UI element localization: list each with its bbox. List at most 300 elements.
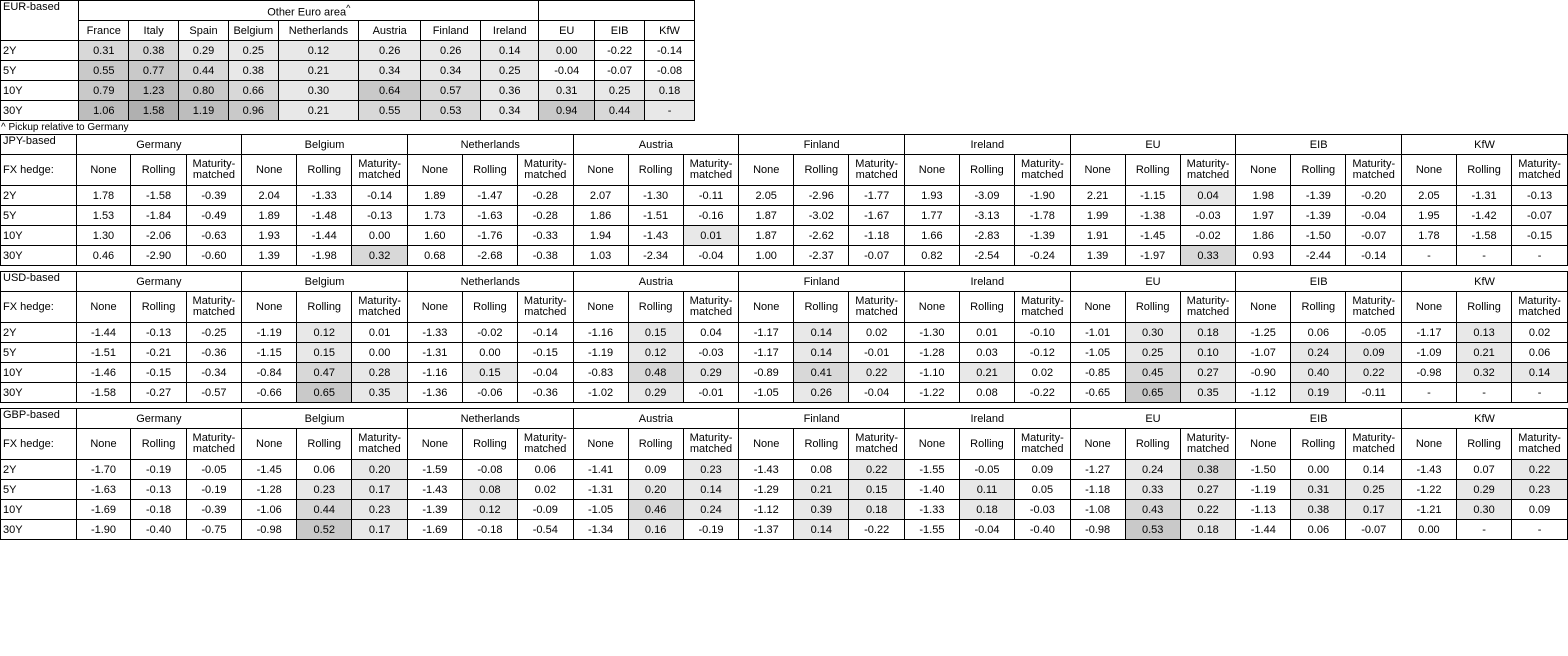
panel-subcol-header: None xyxy=(904,429,959,460)
panel-row-tenor: 5Y xyxy=(1,343,77,363)
panel-cell: -1.70 xyxy=(76,460,131,480)
panel-cell: -1.69 xyxy=(407,520,462,540)
panel-cell: -1.50 xyxy=(1291,226,1346,246)
panel-cell: - xyxy=(1512,520,1568,540)
panel-cell: -0.63 xyxy=(186,226,242,246)
panel-cell: -0.04 xyxy=(1346,206,1402,226)
eur-cell: 1.58 xyxy=(129,101,179,121)
panel-cell: -0.36 xyxy=(186,343,242,363)
panel-cell: -0.75 xyxy=(186,520,242,540)
table-row xyxy=(1,81,695,101)
eur-cell: 0.38 xyxy=(129,41,179,61)
panel-cell: 0.18 xyxy=(959,500,1014,520)
panel-cell: -1.19 xyxy=(242,323,297,343)
panel-cell: 0.15 xyxy=(297,343,352,363)
panel-cell: -1.97 xyxy=(1125,246,1180,266)
table-row xyxy=(1,520,1568,540)
panel-subcol-header: None xyxy=(573,155,628,186)
panel-cell: 0.00 xyxy=(1291,460,1346,480)
panel-cell: -0.01 xyxy=(683,383,739,403)
panel-cell: -2.62 xyxy=(794,226,849,246)
panel-cell: 1.87 xyxy=(739,206,794,226)
panel-cell: 0.40 xyxy=(1291,363,1346,383)
panel-cell: -1.43 xyxy=(407,480,462,500)
panel-subcol-header: None xyxy=(1402,155,1457,186)
panel-cell: 1.98 xyxy=(1236,186,1291,206)
panel-cell: -0.25 xyxy=(186,323,242,343)
eur-body xyxy=(1,41,695,121)
panel-subcol-header: Rolling xyxy=(959,155,1014,186)
table-row xyxy=(1,226,1568,246)
panel-subcol-header: None xyxy=(76,155,131,186)
panel-cell: -1.33 xyxy=(407,323,462,343)
panel-cell: 0.06 xyxy=(1512,343,1568,363)
eur-cell: 0.44 xyxy=(595,101,645,121)
eur-cell: 0.55 xyxy=(359,101,421,121)
panel-cell: 0.06 xyxy=(518,460,574,480)
panel-subcol-header: Maturity- matched xyxy=(1346,292,1402,323)
eur-cell: 0.44 xyxy=(179,61,229,81)
panel-cell: -0.18 xyxy=(131,500,186,520)
panel-row-tenor: 2Y xyxy=(1,323,77,343)
panel-cell: -0.18 xyxy=(462,520,517,540)
eur-cell: 1.23 xyxy=(129,81,179,101)
panel-cell: - xyxy=(1512,246,1568,266)
panel-cell: 1.93 xyxy=(242,226,297,246)
panel-cell: -2.34 xyxy=(628,246,683,266)
panel-cell: -1.06 xyxy=(242,500,297,520)
panel-cell: -0.15 xyxy=(1512,226,1568,246)
panel-cell: 0.02 xyxy=(1512,323,1568,343)
panel-cell: 0.14 xyxy=(1346,460,1402,480)
panel-cell: 0.41 xyxy=(794,363,849,383)
panel-subcol-header: None xyxy=(739,155,794,186)
panel-cell: 0.27 xyxy=(1180,480,1236,500)
panel-cell: 1.89 xyxy=(242,206,297,226)
panel-cell: -0.04 xyxy=(849,383,905,403)
panel-cell: -0.11 xyxy=(1346,383,1402,403)
panel-group-header: EIB xyxy=(1236,409,1402,429)
panel-cell: -0.09 xyxy=(518,500,574,520)
panel-group-header: Austria xyxy=(573,409,739,429)
eur-cell: 0.79 xyxy=(79,81,129,101)
table-row xyxy=(1,246,1568,266)
panel-row-tenor: 10Y xyxy=(1,363,77,383)
panel-cell: 1.60 xyxy=(407,226,462,246)
eur-cell: -0.14 xyxy=(645,41,695,61)
panel-cell: -0.57 xyxy=(186,383,242,403)
table-row xyxy=(1,500,1568,520)
panel-cell: 0.32 xyxy=(1456,363,1511,383)
panel-cell: -1.39 xyxy=(1291,186,1346,206)
panel-cell: 0.45 xyxy=(1125,363,1180,383)
panel-subcol-header: Rolling xyxy=(1456,429,1511,460)
panel-cell: 0.15 xyxy=(462,363,517,383)
panel-cell: -0.13 xyxy=(352,206,408,226)
panel-cell: 0.08 xyxy=(959,383,1014,403)
panel-cell: -0.19 xyxy=(683,520,739,540)
panel-subcol-header: None xyxy=(1402,292,1457,323)
panel-table-gbp-based xyxy=(0,408,1568,540)
panel-cell: 0.12 xyxy=(462,500,517,520)
eur-col-belgium: Belgium xyxy=(228,21,278,41)
panel-cell: -0.85 xyxy=(1070,363,1125,383)
panel-group-header: KfW xyxy=(1402,135,1568,155)
panel-subcol-header: None xyxy=(739,429,794,460)
panel-label: GBP-based xyxy=(1,409,77,429)
eur-group-other-euro-area xyxy=(79,1,539,21)
panel-cell: -0.05 xyxy=(186,460,242,480)
panel-cell: -1.02 xyxy=(573,383,628,403)
panel-cell: -0.03 xyxy=(1015,500,1071,520)
panel-cell: -1.84 xyxy=(131,206,186,226)
panel-subcol-header: Maturity- matched xyxy=(352,292,408,323)
panel-cell: 0.48 xyxy=(628,363,683,383)
panel-subcol-header: Rolling xyxy=(1291,429,1346,460)
panel-cell: 0.22 xyxy=(1512,460,1568,480)
panel-subcol-header: Rolling xyxy=(462,155,517,186)
eur-col-eib: EIB xyxy=(595,21,645,41)
panel-cell: -0.19 xyxy=(186,480,242,500)
panel-subcol-header: Rolling xyxy=(1456,292,1511,323)
panel-cell: -2.54 xyxy=(959,246,1014,266)
eur-col-ireland: Ireland xyxy=(481,21,539,41)
panel-cell: 1.86 xyxy=(573,206,628,226)
panel-cell: -0.03 xyxy=(1180,206,1236,226)
panel-group-header: Netherlands xyxy=(407,409,573,429)
eur-footnote: ^ Pickup relative to Germany xyxy=(1,122,129,133)
panel-cell: 0.14 xyxy=(683,480,739,500)
table-row xyxy=(1,323,1568,343)
panel-cell: 0.24 xyxy=(1291,343,1346,363)
panel-cell: 1.99 xyxy=(1070,206,1125,226)
panel-cell: -0.49 xyxy=(186,206,242,226)
panel-subcol-header: None xyxy=(76,292,131,323)
panel-header-subcols xyxy=(1,429,1568,460)
panel-cell: -3.02 xyxy=(794,206,849,226)
table-row xyxy=(1,343,1568,363)
panel-cell: -1.18 xyxy=(1070,480,1125,500)
panel-cell: -1.43 xyxy=(1402,460,1457,480)
panel-cell: -0.33 xyxy=(518,226,574,246)
panel-cell: -2.96 xyxy=(794,186,849,206)
panel-cell: -0.21 xyxy=(131,343,186,363)
panel-cell: -1.19 xyxy=(1236,480,1291,500)
panel-subcol-header: Maturity- matched xyxy=(1512,429,1568,460)
panel-cell: 0.18 xyxy=(849,500,905,520)
panel-cell: 0.19 xyxy=(1291,383,1346,403)
panel-group-header: KfW xyxy=(1402,409,1568,429)
table-row xyxy=(1,480,1568,500)
panel-cell: -0.19 xyxy=(131,460,186,480)
panel-cell: -0.27 xyxy=(131,383,186,403)
panel-subcol-header: Maturity- matched xyxy=(1512,292,1568,323)
panel-cell: 0.21 xyxy=(959,363,1014,383)
panel-cell: 1.93 xyxy=(904,186,959,206)
panel-cell: -1.44 xyxy=(76,323,131,343)
panel-subcol-header: Rolling xyxy=(131,292,186,323)
panel-group-header: Belgium xyxy=(242,409,408,429)
panel-cell: 0.20 xyxy=(628,480,683,500)
panel-cell: -1.58 xyxy=(1456,226,1511,246)
panel-cell: -1.58 xyxy=(76,383,131,403)
panel-subcol-header: Rolling xyxy=(959,292,1014,323)
panel-cell: 0.17 xyxy=(1346,500,1402,520)
eur-header-row-2 xyxy=(1,21,695,41)
panel-cell: - xyxy=(1402,246,1457,266)
panel-cell: 0.15 xyxy=(849,480,905,500)
eur-col-spain: Spain xyxy=(179,21,229,41)
panel-cell: -0.05 xyxy=(1346,323,1402,343)
eur-col-finland: Finland xyxy=(421,21,481,41)
panel-cell: 1.66 xyxy=(904,226,959,246)
panel-group-header: Finland xyxy=(739,135,905,155)
panel-subcol-header: Maturity- matched xyxy=(1180,292,1236,323)
panel-subcol-header: None xyxy=(1070,155,1125,186)
table-row xyxy=(1,206,1568,226)
panel-group-header: Belgium xyxy=(242,135,408,155)
panel-cell: -1.01 xyxy=(1070,323,1125,343)
panel-cell: 0.08 xyxy=(794,460,849,480)
panel-subcol-header: None xyxy=(1070,292,1125,323)
panel-cell: 1.39 xyxy=(1070,246,1125,266)
panel-cell: -0.28 xyxy=(518,206,574,226)
panel-cell: -1.45 xyxy=(1125,226,1180,246)
panel-subcol-header: Rolling xyxy=(628,429,683,460)
panel-subcol-header: Rolling xyxy=(959,429,1014,460)
panel-cell: 0.44 xyxy=(297,500,352,520)
panel-row-tenor: 10Y xyxy=(1,500,77,520)
panel-subcol-header: Maturity- matched xyxy=(352,155,408,186)
panel-subcol-header: Rolling xyxy=(297,155,352,186)
panel-group-header: Ireland xyxy=(904,272,1070,292)
panel-cell: 0.46 xyxy=(628,500,683,520)
panel-group-header: Germany xyxy=(76,272,242,292)
panel-cell: 0.27 xyxy=(1180,363,1236,383)
panel-subcol-header: None xyxy=(407,429,462,460)
panel-subcol-header: Maturity- matched xyxy=(849,429,905,460)
panel-subcol-header: Maturity- matched xyxy=(186,292,242,323)
panel-cell: 0.20 xyxy=(352,460,408,480)
panel-subcol-header: Rolling xyxy=(628,155,683,186)
panel-cell: -1.17 xyxy=(1402,323,1457,343)
panel-cell: -0.39 xyxy=(186,500,242,520)
panel-cell: - xyxy=(1456,246,1511,266)
panel-cell: 1.77 xyxy=(904,206,959,226)
panel-cell: -1.76 xyxy=(462,226,517,246)
panel-table-usd-based xyxy=(0,271,1568,403)
panel-cell: -3.13 xyxy=(959,206,1014,226)
panel-cell: 0.01 xyxy=(683,226,739,246)
panel-cell: -0.39 xyxy=(186,186,242,206)
panel-subcol-header: Rolling xyxy=(1125,292,1180,323)
panel-cell: 0.22 xyxy=(1180,500,1236,520)
eur-cell: 0.26 xyxy=(359,41,421,61)
panel-cell: 0.11 xyxy=(959,480,1014,500)
panel-cell: 0.28 xyxy=(352,363,408,383)
panel-cell: 0.09 xyxy=(1015,460,1071,480)
panel-cell: 0.53 xyxy=(1125,520,1180,540)
panel-cell: -1.69 xyxy=(76,500,131,520)
panel-cell: 0.02 xyxy=(849,323,905,343)
panel-cell: -0.05 xyxy=(959,460,1014,480)
panel-cell: - xyxy=(1402,383,1457,403)
panel-subcol-header: Maturity- matched xyxy=(683,155,739,186)
panel-cell: -3.09 xyxy=(959,186,1014,206)
panel-cell: 1.78 xyxy=(76,186,131,206)
eur-cell: - xyxy=(645,101,695,121)
panel-cell: 1.30 xyxy=(76,226,131,246)
panel-cell: 0.29 xyxy=(628,383,683,403)
panel-table-jpy-based xyxy=(0,134,1568,266)
panel-subcol-header: Maturity- matched xyxy=(1346,429,1402,460)
panel-cell: 0.47 xyxy=(297,363,352,383)
panel-subcol-header: Maturity- matched xyxy=(352,429,408,460)
panel-subcol-header: Rolling xyxy=(1291,155,1346,186)
panel-cell: -1.55 xyxy=(904,520,959,540)
panel-subcol-header: Rolling xyxy=(1125,429,1180,460)
panel-cell: -1.78 xyxy=(1015,206,1071,226)
panel-cell: 0.07 xyxy=(1456,460,1511,480)
table-row xyxy=(1,186,1568,206)
eur-col-italy: Italy xyxy=(129,21,179,41)
panel-cell: -1.33 xyxy=(904,500,959,520)
panel-cell: -1.15 xyxy=(242,343,297,363)
panel-group-header: Netherlands xyxy=(407,135,573,155)
panel-cell: 2.05 xyxy=(1402,186,1457,206)
panel-cell: -1.34 xyxy=(573,520,628,540)
panel-cell: 1.03 xyxy=(573,246,628,266)
panel-cell: -0.01 xyxy=(849,343,905,363)
panel-cell: -0.34 xyxy=(186,363,242,383)
panel-subcol-header: None xyxy=(739,292,794,323)
panel-cell: 0.10 xyxy=(1180,343,1236,363)
panel-fx-hedge-label: FX hedge: xyxy=(1,155,77,186)
panel-cell: -1.63 xyxy=(462,206,517,226)
panel-cell: 0.04 xyxy=(1180,186,1236,206)
eur-cell: 0.21 xyxy=(278,101,358,121)
panel-subcol-header: Maturity- matched xyxy=(1346,155,1402,186)
panel-header-groups xyxy=(1,135,1568,155)
panel-header-groups xyxy=(1,409,1568,429)
eur-cell: 0.25 xyxy=(228,41,278,61)
panel-cell: -2.68 xyxy=(462,246,517,266)
panel-cell: -0.12 xyxy=(1015,343,1071,363)
panel-cell: 0.06 xyxy=(1291,323,1346,343)
panel-cell: -0.15 xyxy=(131,363,186,383)
panel-cell: 0.26 xyxy=(794,383,849,403)
panel-cell: -0.07 xyxy=(1512,206,1568,226)
panel-cell: -1.43 xyxy=(628,226,683,246)
eur-cell: 0.77 xyxy=(129,61,179,81)
panel-cell: 0.09 xyxy=(628,460,683,480)
panel-subcol-header: Rolling xyxy=(794,292,849,323)
panel-cell: 1.87 xyxy=(739,226,794,246)
eur-cell: 0.64 xyxy=(359,81,421,101)
eur-cell: 0.30 xyxy=(278,81,358,101)
panel-subcol-header: Maturity- matched xyxy=(849,292,905,323)
panel-group-header: Netherlands xyxy=(407,272,573,292)
panel-cell: 0.00 xyxy=(352,226,408,246)
panel-cell: -0.07 xyxy=(1346,226,1402,246)
eur-cell: 0.94 xyxy=(539,101,595,121)
panel-row-tenor: 10Y xyxy=(1,226,77,246)
panel-subcol-header: None xyxy=(1236,155,1291,186)
table-row xyxy=(1,363,1568,383)
eur-cell: 0.34 xyxy=(359,61,421,81)
panel-cell: 0.21 xyxy=(794,480,849,500)
eur-col-kfw: KfW xyxy=(645,21,695,41)
panel-subcol-header: Rolling xyxy=(131,429,186,460)
panel-cell: -1.51 xyxy=(628,206,683,226)
panel-cell: -1.08 xyxy=(1070,500,1125,520)
panel-cell: 0.35 xyxy=(352,383,408,403)
panel-cell: 0.52 xyxy=(297,520,352,540)
panel-cell: 1.86 xyxy=(1236,226,1291,246)
panel-cell: -0.38 xyxy=(518,246,574,266)
panel-row-tenor: 30Y xyxy=(1,520,77,540)
panel-cell: 0.29 xyxy=(1456,480,1511,500)
panel-cell: -0.40 xyxy=(1015,520,1071,540)
panel-cell: 1.73 xyxy=(407,206,462,226)
panel-subcol-header: Maturity- matched xyxy=(186,429,242,460)
panel-cell: 0.23 xyxy=(297,480,352,500)
panel-cell: -1.27 xyxy=(1070,460,1125,480)
panel-cell: -0.14 xyxy=(1346,246,1402,266)
panel-cell: -0.36 xyxy=(518,383,574,403)
panel-subcol-header: Rolling xyxy=(462,292,517,323)
eur-group-title-sup: ^ xyxy=(346,2,351,13)
panel-subcol-header: None xyxy=(1236,292,1291,323)
panel-cell: 0.35 xyxy=(1180,383,1236,403)
panel-cell: 1.95 xyxy=(1402,206,1457,226)
panel-cell: 0.29 xyxy=(683,363,739,383)
panel-header-groups xyxy=(1,272,1568,292)
eur-col-france: France xyxy=(79,21,129,41)
eur-group-title: Other Euro area xyxy=(267,6,347,19)
panel-cell: -0.02 xyxy=(1180,226,1236,246)
panel-cell: -0.89 xyxy=(739,363,794,383)
panel-cell: -1.28 xyxy=(904,343,959,363)
panel-cell: -0.13 xyxy=(1512,186,1568,206)
panel-cell: -0.04 xyxy=(959,520,1014,540)
eur-row-tenor: 10Y xyxy=(1,81,79,101)
panel-cell: 0.23 xyxy=(352,500,408,520)
panel-cell: -1.30 xyxy=(904,323,959,343)
panel-cell: -2.06 xyxy=(131,226,186,246)
panel-cell: -1.43 xyxy=(739,460,794,480)
panel-group-header: EIB xyxy=(1236,135,1402,155)
panel-subcol-header: None xyxy=(242,429,297,460)
panel-row-tenor: 2Y xyxy=(1,460,77,480)
panel-cell: -1.77 xyxy=(849,186,905,206)
panel-cell: 0.23 xyxy=(1512,480,1568,500)
eur-cell: 0.21 xyxy=(278,61,358,81)
eur-col-austria: Austria xyxy=(359,21,421,41)
panel-cell: 0.82 xyxy=(904,246,959,266)
panel-cell: -0.84 xyxy=(242,363,297,383)
panel-cell: -1.15 xyxy=(1125,186,1180,206)
panel-cell: -1.47 xyxy=(462,186,517,206)
panel-cell: 0.14 xyxy=(794,323,849,343)
panel-cell: -1.28 xyxy=(242,480,297,500)
panel-cell: 0.00 xyxy=(352,343,408,363)
panel-cell: -0.40 xyxy=(131,520,186,540)
panel-cell: -1.21 xyxy=(1402,500,1457,520)
panel-cell: -1.44 xyxy=(1236,520,1291,540)
panel-row-tenor: 2Y xyxy=(1,186,77,206)
panel-cell: -1.90 xyxy=(76,520,131,540)
